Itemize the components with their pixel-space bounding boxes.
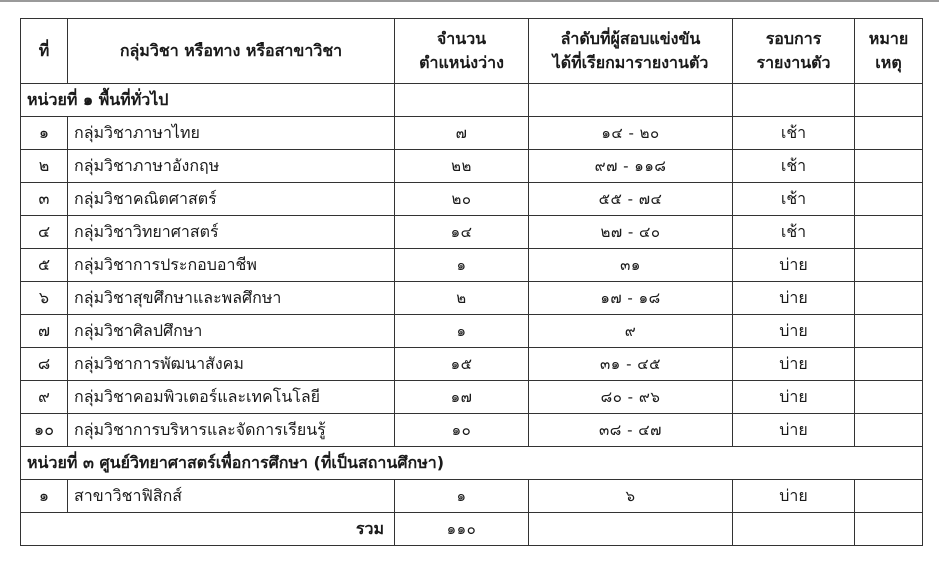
row-name: สาขาวิชาฟิสิกส์ — [68, 480, 395, 513]
row-session: บ่าย — [733, 381, 855, 414]
header-no: ที่ — [21, 19, 68, 84]
header-session — [733, 19, 855, 84]
row-name: กลุ่มวิชาคณิตศาสตร์ — [68, 183, 395, 216]
header-rank-line1: ลำดับที่ผู้สอบแข่งขัน — [560, 29, 701, 48]
section1-blank — [733, 84, 855, 117]
row-rank: ๘๐ - ๙๖ — [529, 381, 733, 414]
row-no: ๕ — [21, 249, 68, 282]
row-vacancies: ๑๔ — [395, 216, 529, 249]
table-row — [21, 315, 923, 348]
row-rank: ๖ — [529, 480, 733, 513]
row-rank: ๓๑ — [529, 249, 733, 282]
table-row — [21, 282, 923, 315]
row-session: เช้า — [733, 117, 855, 150]
header-note-line2: เหตุ — [875, 53, 902, 72]
row-name: กลุ่มวิชาการบริหารและจัดการเรียนรู้ — [68, 414, 395, 447]
row-rank: ๕๕ - ๗๔ — [529, 183, 733, 216]
row-vacancies: ๑๐ — [395, 414, 529, 447]
row-session: บ่าย — [733, 480, 855, 513]
table-row — [21, 480, 923, 513]
total-label: รวม — [21, 513, 395, 546]
row-rank: ๓๘ - ๔๗ — [529, 414, 733, 447]
row-session: บ่าย — [733, 282, 855, 315]
row-session: บ่าย — [733, 348, 855, 381]
row-rank: ๑๔ - ๒๐ — [529, 117, 733, 150]
row-name: กลุ่มวิชาภาษาไทย — [68, 117, 395, 150]
row-no: ๓ — [21, 183, 68, 216]
row-session: เช้า — [733, 216, 855, 249]
header-vacancies-line1: จำนวน — [436, 29, 487, 48]
row-no: ๙ — [21, 381, 68, 414]
row-rank: ๓๑ - ๔๕ — [529, 348, 733, 381]
table-row — [21, 117, 923, 150]
row-session: เช้า — [733, 150, 855, 183]
total-blank — [529, 513, 733, 546]
table-row — [21, 216, 923, 249]
row-note — [855, 414, 923, 447]
row-session: เช้า — [733, 183, 855, 216]
row-vacancies: ๗ — [395, 117, 529, 150]
table-row — [21, 150, 923, 183]
vacancy-report-table — [20, 18, 923, 546]
row-note — [855, 183, 923, 216]
table-row — [21, 249, 923, 282]
table-row — [21, 414, 923, 447]
header-session-line1: รอบการ — [765, 29, 822, 48]
row-rank: ๙๗ - ๑๑๘ — [529, 150, 733, 183]
row-no: ๑๐ — [21, 414, 68, 447]
table-row — [21, 348, 923, 381]
table-row — [21, 183, 923, 216]
row-name: กลุ่มวิชาศิลปศึกษา — [68, 315, 395, 348]
header-rank — [529, 19, 733, 84]
row-name: กลุ่มวิชาการประกอบอาชีพ — [68, 249, 395, 282]
row-note — [855, 480, 923, 513]
row-name: กลุ่มวิชาวิทยาศาสตร์ — [68, 216, 395, 249]
row-session: บ่าย — [733, 249, 855, 282]
row-no: ๘ — [21, 348, 68, 381]
section1-title: หน่วยที่ ๑ พื้นที่ทั่วไป — [21, 84, 395, 117]
row-name: กลุ่มวิชาคอมพิวเตอร์และเทคโนโลยี — [68, 381, 395, 414]
row-session: บ่าย — [733, 315, 855, 348]
total-blank — [855, 513, 923, 546]
row-vacancies: ๑ — [395, 249, 529, 282]
section1-blank — [855, 84, 923, 117]
total-blank — [733, 513, 855, 546]
row-no: ๒ — [21, 150, 68, 183]
total-value: ๑๑๐ — [395, 513, 529, 546]
row-no: ๔ — [21, 216, 68, 249]
header-rank-line2: ได้ที่เรียกมารายงานตัว — [552, 53, 709, 72]
row-note — [855, 249, 923, 282]
row-session: บ่าย — [733, 414, 855, 447]
row-rank: ๑๗ - ๑๘ — [529, 282, 733, 315]
row-note — [855, 282, 923, 315]
row-vacancies: ๑ — [395, 480, 529, 513]
row-name: กลุ่มวิชาภาษาอังกฤษ — [68, 150, 395, 183]
table-row — [21, 381, 923, 414]
row-note — [855, 348, 923, 381]
header-session-line2: รายงานตัว — [756, 53, 831, 72]
top-divider-line — [0, 0, 939, 2]
row-name: กลุ่มวิชาการพัฒนาสังคม — [68, 348, 395, 381]
header-note — [855, 19, 923, 84]
section-row — [21, 84, 923, 117]
row-rank: ๒๗ - ๔๐ — [529, 216, 733, 249]
section2-title: หน่วยที่ ๓ ศูนย์วิทยาศาสตร์เพื่อการศึกษา (ที่เป็นสถานศึกษา) — [21, 447, 923, 480]
row-note — [855, 117, 923, 150]
row-note — [855, 315, 923, 348]
row-vacancies: ๒๒ — [395, 150, 529, 183]
row-vacancies: ๒ — [395, 282, 529, 315]
row-no: ๗ — [21, 315, 68, 348]
section-row — [21, 447, 923, 480]
row-vacancies: ๑ — [395, 315, 529, 348]
header-vacancies-line2: ตำแหน่งว่าง — [419, 53, 504, 72]
row-vacancies: ๑๕ — [395, 348, 529, 381]
header-group-name: กลุ่มวิชา หรือทาง หรือสาขาวิชา — [68, 19, 395, 84]
row-note — [855, 150, 923, 183]
row-vacancies: ๒๐ — [395, 183, 529, 216]
row-name: กลุ่มวิชาสุขศึกษาและพลศึกษา — [68, 282, 395, 315]
section1-blank — [395, 84, 529, 117]
header-row — [21, 19, 923, 84]
section1-blank — [529, 84, 733, 117]
row-vacancies: ๑๗ — [395, 381, 529, 414]
row-no: ๖ — [21, 282, 68, 315]
row-note — [855, 381, 923, 414]
row-no: ๑ — [21, 117, 68, 150]
row-no: ๑ — [21, 480, 68, 513]
header-note-line1: หมาย — [868, 29, 909, 48]
row-rank: ๙ — [529, 315, 733, 348]
row-note — [855, 216, 923, 249]
total-row — [21, 513, 923, 546]
header-vacancies — [395, 19, 529, 84]
